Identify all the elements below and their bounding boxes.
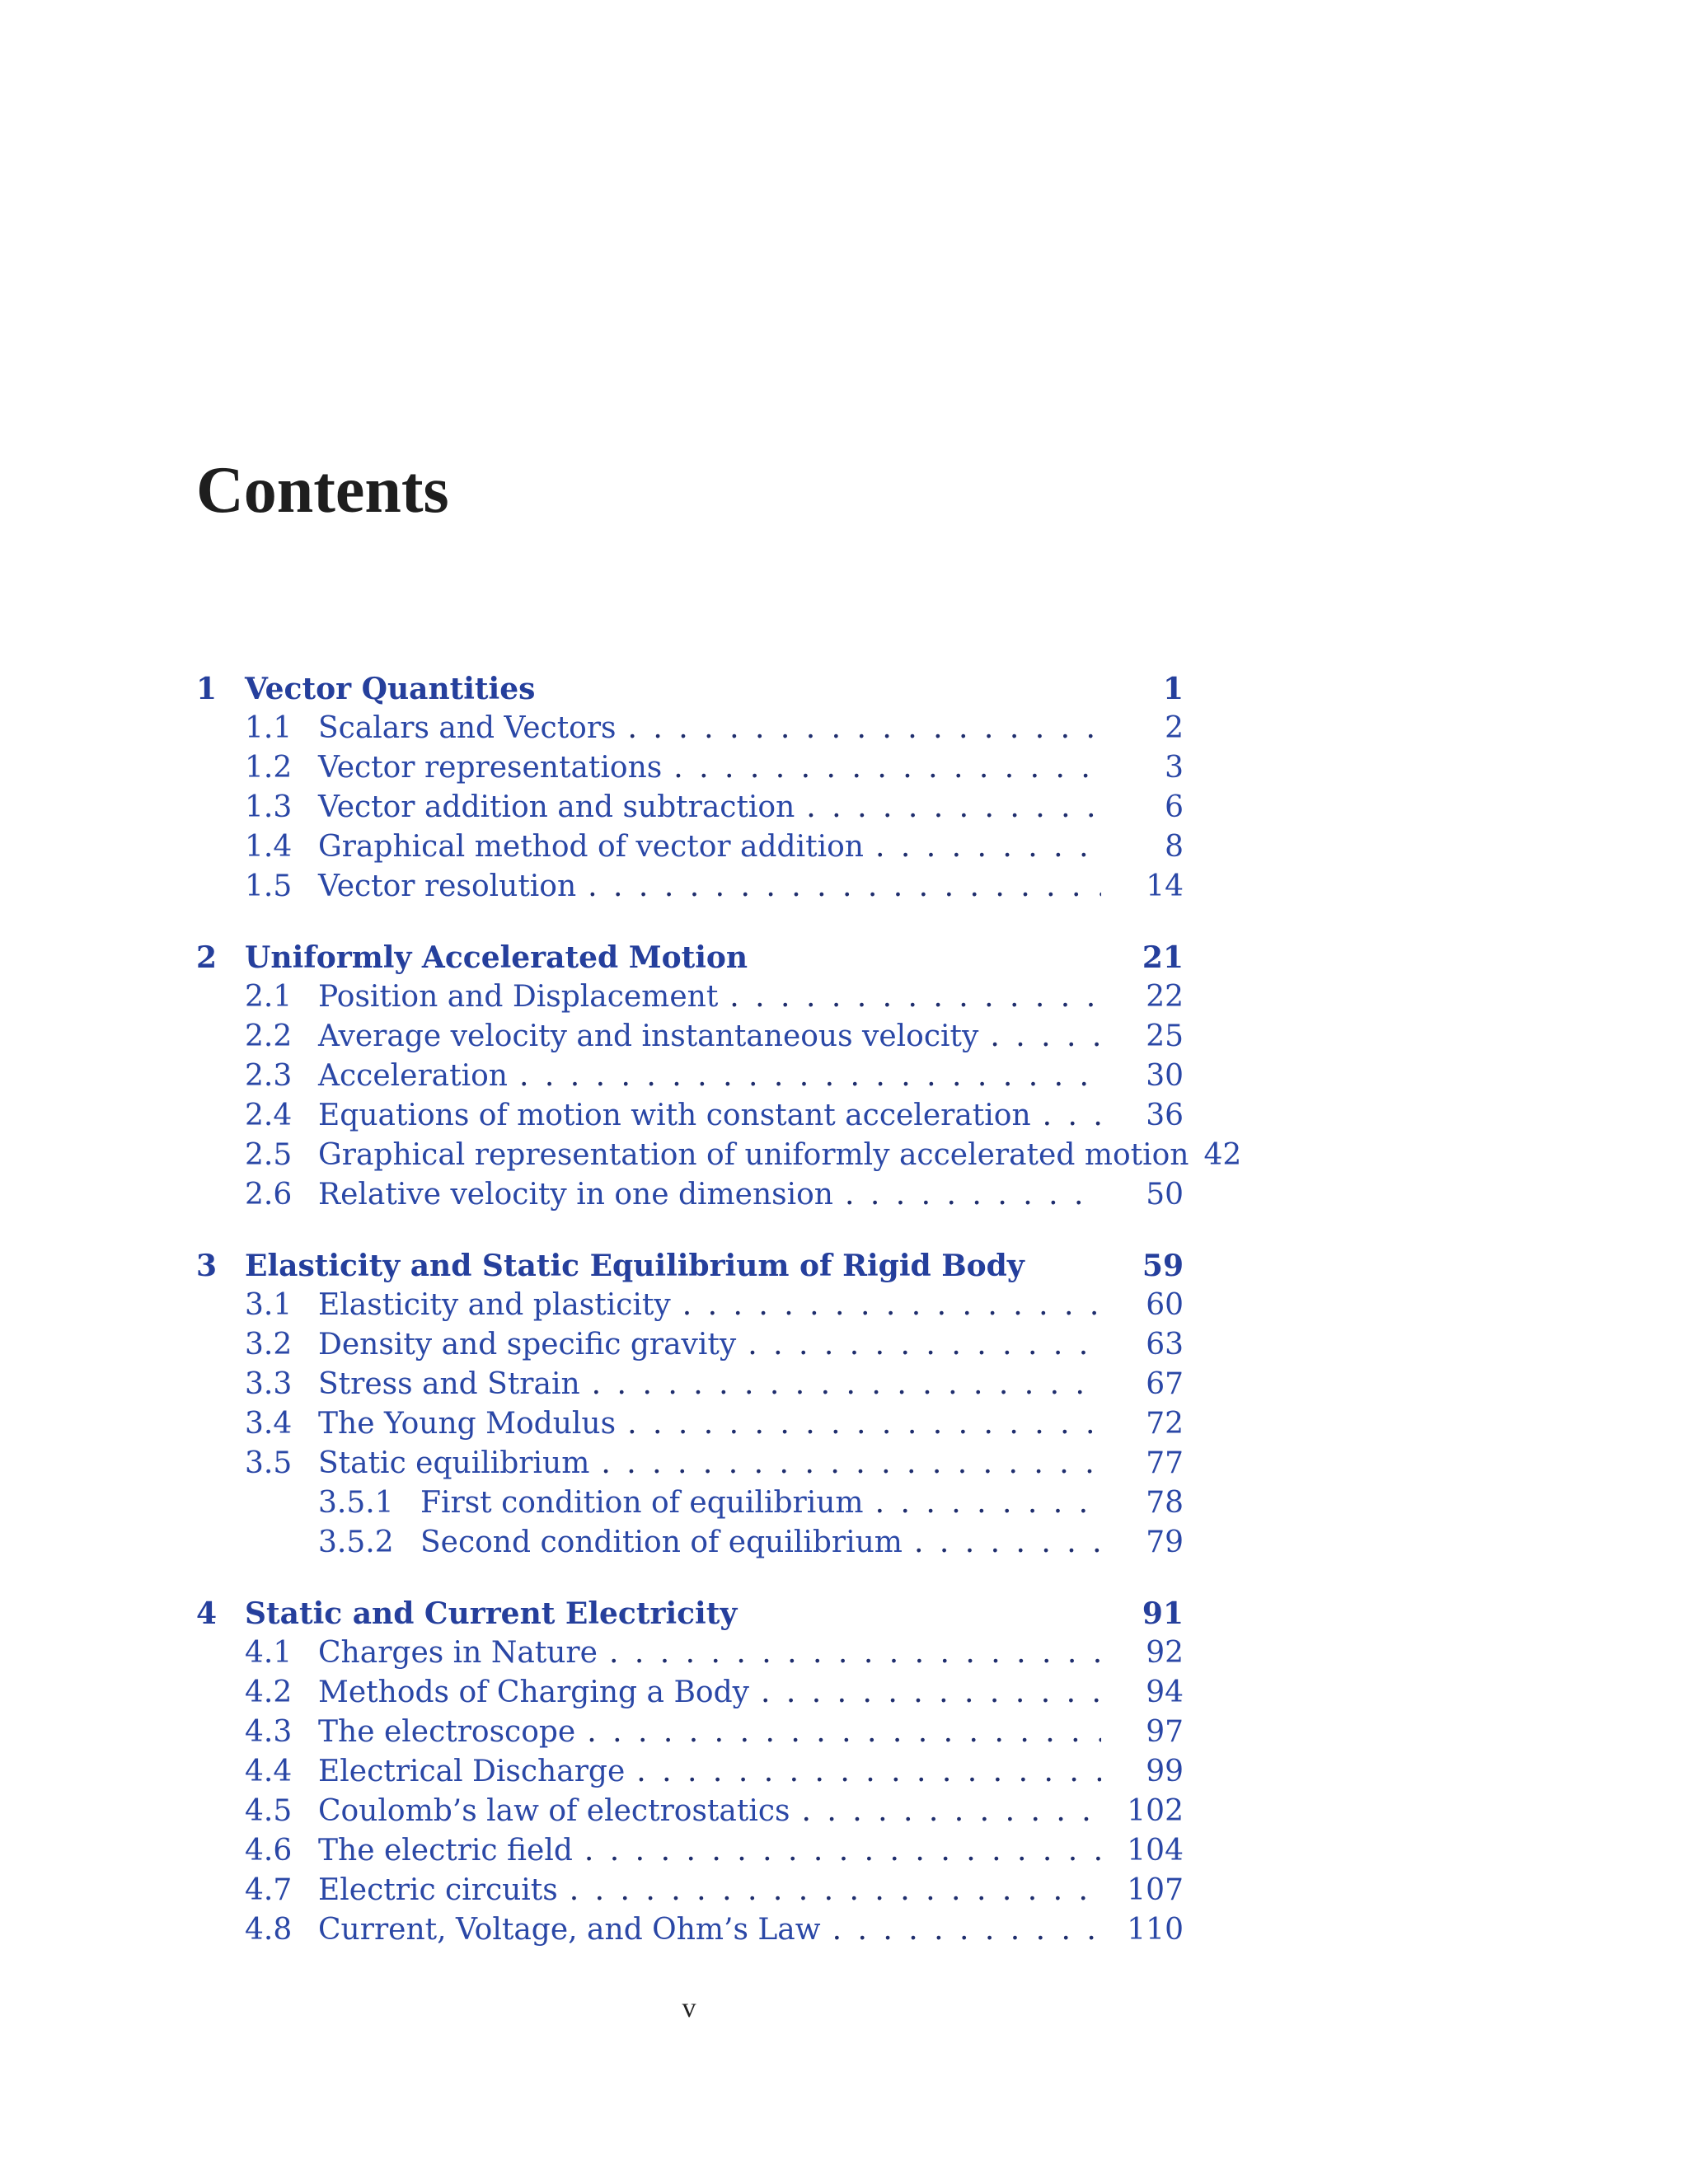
section-page-number[interactable]: 63 (1146, 1328, 1184, 1361)
section-page-number[interactable]: 3 (1165, 751, 1184, 785)
chapter-page-number[interactable]: 91 (1142, 1596, 1184, 1631)
section-title[interactable]: Elasticity and plasticity (318, 1286, 682, 1325)
chapter-page-number[interactable]: 21 (1142, 940, 1184, 975)
section-entry[interactable] (196, 709, 1184, 748)
section-title-line (318, 1325, 1184, 1365)
dot-leader (845, 1175, 1101, 1215)
dot-leader (627, 1404, 1101, 1444)
section-title-line (318, 1910, 1184, 1950)
section-title[interactable]: The electric field (318, 1831, 584, 1871)
section-title[interactable]: Current, Voltage, and Ohm’s Law (318, 1910, 832, 1950)
section-entry[interactable] (196, 1136, 1242, 1175)
section-entry[interactable] (196, 1792, 1184, 1831)
section-entry[interactable] (196, 1017, 1184, 1057)
section-page-number[interactable]: 110 (1127, 1913, 1184, 1947)
section-number: 4.8 (245, 1913, 293, 1947)
section-title-line (318, 748, 1184, 788)
section-entry[interactable] (196, 1096, 1184, 1136)
section-entry[interactable] (196, 748, 1184, 788)
chapter-block (196, 669, 1184, 907)
dot-leader (801, 1792, 1101, 1831)
section-entry[interactable] (196, 1365, 1184, 1404)
chapter-entry[interactable] (196, 1246, 1184, 1286)
section-entry[interactable] (196, 1673, 1184, 1713)
section-title[interactable]: Graphical method of vector addition (318, 827, 875, 867)
section-number: 2.1 (245, 980, 293, 1014)
section-page-number[interactable]: 30 (1146, 1059, 1184, 1093)
section-number: 2.2 (245, 1019, 293, 1053)
section-title-line (318, 1752, 1184, 1792)
section-page-number[interactable]: 36 (1146, 1099, 1184, 1132)
dot-leader (628, 709, 1101, 748)
dot-leader (584, 1831, 1101, 1871)
section-page-number[interactable]: 104 (1127, 1834, 1184, 1868)
section-page-number[interactable]: 102 (1127, 1794, 1184, 1828)
chapter-title-line (245, 938, 1184, 977)
section-entry[interactable] (196, 1910, 1184, 1950)
section-entry[interactable] (196, 1752, 1184, 1792)
section-title-line (318, 827, 1184, 867)
section-number: 4.6 (245, 1834, 293, 1868)
section-title[interactable]: Position and Displacement (318, 977, 729, 1017)
section-number: 3.3 (245, 1367, 293, 1401)
dot-leader (1043, 1096, 1101, 1136)
dot-leader (875, 1483, 1101, 1523)
section-page-number[interactable]: 2 (1165, 711, 1184, 745)
section-title[interactable]: Density and specific gravity (318, 1325, 748, 1365)
chapter-title[interactable]: Vector Quantities (245, 669, 546, 709)
dot-leader (990, 1017, 1101, 1057)
subsection-number: 3.5.2 (318, 1526, 394, 1559)
page-title: Contents (196, 454, 449, 527)
table-of-contents (196, 669, 1242, 1981)
section-entry[interactable] (196, 1175, 1184, 1215)
section-entry[interactable] (196, 788, 1184, 827)
section-page-number[interactable]: 77 (1146, 1446, 1184, 1480)
section-entry[interactable] (196, 1057, 1184, 1096)
dot-leader (636, 1752, 1101, 1792)
section-entry[interactable] (196, 977, 1184, 1017)
section-title[interactable]: Static equilibrium (318, 1444, 601, 1483)
section-number: 4.3 (245, 1715, 293, 1749)
section-title-line (318, 1365, 1184, 1404)
dot-leader (609, 1633, 1101, 1673)
section-page-number[interactable]: 6 (1165, 790, 1184, 824)
section-page-number[interactable]: 97 (1146, 1715, 1184, 1749)
section-page-number[interactable]: 8 (1165, 830, 1184, 864)
section-page-number[interactable]: 72 (1146, 1407, 1184, 1441)
chapter-number: 2 (196, 940, 218, 975)
section-title[interactable]: Coulomb’s law of electrostatics (318, 1792, 801, 1831)
section-number: 4.1 (245, 1636, 293, 1670)
section-title-line (318, 1175, 1184, 1215)
section-entry[interactable] (196, 1325, 1184, 1365)
section-page-number[interactable]: 60 (1146, 1288, 1184, 1322)
dot-leader (806, 788, 1101, 827)
subsection-entry[interactable] (196, 1523, 1184, 1563)
section-number: 4.7 (245, 1873, 293, 1907)
section-title-line (318, 867, 1184, 907)
section-title-line (318, 1792, 1184, 1831)
section-title[interactable]: Relative velocity in one dimension (318, 1175, 845, 1215)
section-number: 3.1 (245, 1288, 293, 1322)
section-page-number[interactable]: 107 (1127, 1873, 1184, 1907)
section-entry[interactable] (196, 1404, 1184, 1444)
subsection-title[interactable]: First condition of equilibrium (420, 1483, 875, 1523)
dot-leader (729, 977, 1101, 1017)
section-page-number[interactable]: 50 (1146, 1178, 1184, 1212)
section-page-number[interactable]: 14 (1146, 869, 1184, 903)
section-title[interactable]: The Young Modulus (318, 1404, 627, 1444)
subsection-title[interactable]: Second condition of equilibrium (420, 1523, 914, 1563)
chapter-block (196, 938, 1242, 1215)
chapter-number: 4 (196, 1596, 218, 1631)
section-page-number[interactable]: 94 (1146, 1675, 1184, 1709)
section-title[interactable]: Equations of motion with constant acceleration (318, 1096, 1043, 1136)
section-title-line (318, 1286, 1184, 1325)
dot-leader (761, 1673, 1101, 1713)
dot-leader (682, 1286, 1101, 1325)
chapter-title[interactable]: Elasticity and Static Equilibrium of Rigid Body (245, 1246, 1036, 1286)
dot-leader (875, 827, 1101, 867)
section-title-line (318, 1713, 1184, 1752)
dot-leader (588, 867, 1101, 907)
section-title[interactable]: Stress and Strain (318, 1365, 592, 1404)
section-entry[interactable] (196, 1831, 1184, 1871)
chapter-page-number[interactable]: 59 (1142, 1249, 1184, 1283)
dot-leader (587, 1713, 1101, 1752)
section-number: 4.4 (245, 1755, 293, 1788)
section-title[interactable]: Electrical Discharge (318, 1752, 636, 1792)
section-entry[interactable] (196, 867, 1184, 907)
chapter-entry[interactable] (196, 1594, 1184, 1633)
section-title-line (318, 1096, 1184, 1136)
chapter-block (196, 1594, 1184, 1950)
section-number: 3.5 (245, 1446, 293, 1480)
section-title-line (318, 1017, 1184, 1057)
section-title-line (318, 1673, 1184, 1713)
dot-leader (570, 1871, 1101, 1910)
section-title[interactable]: Vector representations (318, 748, 673, 788)
section-page-number[interactable]: 22 (1146, 980, 1184, 1014)
section-entry[interactable] (196, 1444, 1184, 1483)
section-title[interactable]: Charges in Nature (318, 1633, 609, 1673)
section-number: 1.3 (245, 790, 293, 824)
section-title[interactable]: Vector resolution (318, 867, 588, 907)
section-title[interactable]: Electric circuits (318, 1871, 570, 1910)
section-number: 1.5 (245, 869, 293, 903)
section-title-line (318, 1633, 1184, 1673)
subsection-page-number[interactable]: 78 (1146, 1486, 1184, 1520)
section-title[interactable]: The electroscope (318, 1713, 587, 1752)
subsection-number: 3.5.1 (318, 1486, 394, 1520)
chapter-entry[interactable] (196, 669, 1184, 709)
chapter-page-number[interactable]: 1 (1162, 672, 1184, 706)
dot-leader (748, 1325, 1101, 1365)
section-page-number[interactable]: 25 (1146, 1019, 1184, 1053)
dot-leader (832, 1910, 1101, 1950)
chapter-title[interactable]: Uniformly Accelerated Motion (245, 938, 759, 977)
section-title[interactable]: Scalars and Vectors (318, 709, 628, 748)
section-number: 1.1 (245, 711, 293, 745)
section-title-line (318, 1057, 1184, 1096)
chapter-entry[interactable] (196, 938, 1184, 977)
chapter-title-line (245, 669, 1184, 709)
section-number: 1.4 (245, 830, 293, 864)
section-title-line (318, 1136, 1242, 1175)
section-page-number[interactable]: 67 (1146, 1367, 1184, 1401)
section-number: 3.2 (245, 1328, 293, 1361)
section-number: 4.2 (245, 1675, 293, 1709)
page-number: v (682, 1993, 696, 2023)
dot-leader (601, 1444, 1101, 1483)
section-title[interactable]: Average velocity and instantaneous velocity (318, 1017, 990, 1057)
section-number: 2.3 (245, 1059, 293, 1093)
section-entry[interactable] (196, 1286, 1184, 1325)
chapter-title-line (245, 1594, 1184, 1633)
section-number: 1.2 (245, 751, 293, 785)
section-number: 2.5 (245, 1138, 293, 1172)
section-title-line (318, 1444, 1184, 1483)
section-entry[interactable] (196, 1713, 1184, 1752)
section-entry[interactable] (196, 827, 1184, 867)
section-page-number[interactable]: 42 (1203, 1138, 1242, 1172)
chapter-title[interactable]: Static and Current Electricity (245, 1594, 748, 1633)
subsection-entry[interactable] (196, 1483, 1184, 1523)
section-title[interactable]: Graphical representation of uniformly accelerated motion (318, 1136, 1200, 1175)
section-title-line (318, 709, 1184, 748)
section-number: 2.6 (245, 1178, 293, 1212)
section-page-number[interactable]: 92 (1146, 1636, 1184, 1670)
section-title-line (318, 977, 1184, 1017)
section-title[interactable]: Vector addition and subtraction (318, 788, 806, 827)
section-title-line (318, 788, 1184, 827)
dot-leader (914, 1523, 1101, 1563)
section-title-line (318, 1404, 1184, 1444)
section-entry[interactable] (196, 1633, 1184, 1673)
section-title-line (318, 1831, 1184, 1871)
section-title-line (318, 1871, 1184, 1910)
chapter-title-line (245, 1246, 1184, 1286)
section-title[interactable]: Methods of Charging a Body (318, 1673, 761, 1713)
section-entry[interactable] (196, 1871, 1184, 1910)
subsection-page-number[interactable]: 79 (1146, 1526, 1184, 1559)
section-page-number[interactable]: 99 (1146, 1755, 1184, 1788)
dot-leader (592, 1365, 1101, 1404)
chapter-number: 1 (196, 672, 218, 706)
chapter-block (196, 1246, 1184, 1563)
section-title[interactable]: Acceleration (318, 1057, 519, 1096)
dot-leader (673, 748, 1101, 788)
section-number: 2.4 (245, 1099, 293, 1132)
section-number: 3.4 (245, 1407, 293, 1441)
dot-leader (519, 1057, 1101, 1096)
subsection-title-line (420, 1523, 1184, 1563)
chapter-number: 3 (196, 1249, 218, 1283)
section-number: 4.5 (245, 1794, 293, 1828)
subsection-title-line (420, 1483, 1184, 1523)
